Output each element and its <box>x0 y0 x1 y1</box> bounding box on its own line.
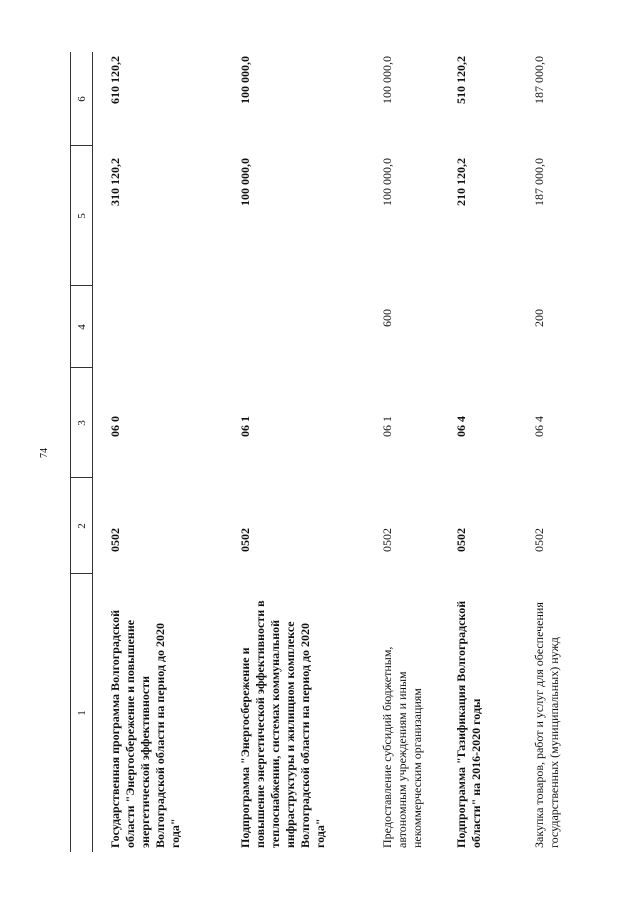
row-year2: 100 000,0 <box>238 56 252 104</box>
row-name: Подпрограмма "Энергосбережение и повышение энергетической эффективности в теплоснабжении, системах коммунальной инфраструктуры и жилищном комплексе Волгоградской области на период до 2020 года" <box>238 600 327 848</box>
row-type: 600 <box>380 309 394 327</box>
column-header-5: 5 <box>76 213 88 219</box>
row-year2: 510 120,2 <box>454 56 468 104</box>
row-target: 06 4 <box>454 416 468 437</box>
row-section: 0502 <box>108 528 122 552</box>
row-section: 0502 <box>380 528 394 552</box>
row-type: 200 <box>532 309 546 327</box>
row-target: 06 1 <box>238 416 252 437</box>
row-name: Подпрограмма "Газификация Волгоградской области" на 2016-2020 годы <box>454 600 483 848</box>
column-header-4: 4 <box>76 324 88 330</box>
row-year1: 100 000,0 <box>238 158 252 206</box>
row-target: 06 0 <box>108 416 122 437</box>
column-header-6: 6 <box>76 96 88 102</box>
row-name: Закупка товаров, работ и услуг для обеспечения государственных (муниципальных) нужд <box>532 602 561 848</box>
table-top-border <box>70 52 71 852</box>
row-year1: 310 120,2 <box>108 158 122 206</box>
row-section: 0502 <box>532 528 546 552</box>
row-name: Государственная программа Волгоградской области "Энергосбережение и повышение энергетической эффективности Волгоградской области на период до 2020 года" <box>108 610 182 848</box>
column-header-1: 1 <box>76 710 88 716</box>
row-target: 06 4 <box>532 416 546 437</box>
row-year2: 610 120,2 <box>108 56 122 104</box>
budget-table <box>70 52 620 852</box>
column-header-2: 2 <box>76 523 88 529</box>
row-section: 0502 <box>454 528 468 552</box>
row-year2: 187 000,0 <box>532 56 546 104</box>
header-bottom-border <box>92 52 93 852</box>
row-section: 0502 <box>238 528 252 552</box>
column-header-3: 3 <box>76 420 88 426</box>
row-year1: 187 000,0 <box>532 158 546 206</box>
page-number: 74 <box>39 448 50 458</box>
row-name: Предоставление субсидий бюджетным, автономным учреждениям и иным некоммерческим организациям <box>380 646 424 848</box>
row-target: 06 1 <box>380 416 394 437</box>
row-year2: 100 000,0 <box>380 56 394 104</box>
row-year1: 100 000,0 <box>380 158 394 206</box>
row-year1: 210 120,2 <box>454 158 468 206</box>
